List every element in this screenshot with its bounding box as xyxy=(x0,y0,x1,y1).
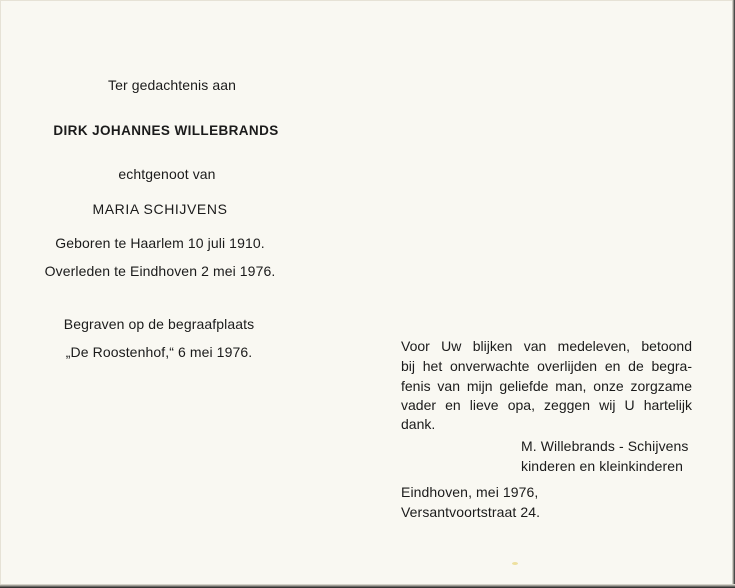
thanks-line-1: Voor Uw blijken van medeleven, betoond xyxy=(401,338,692,354)
deceased-name: DIRK JOHANNES WILLEBRANDS xyxy=(53,123,279,138)
address: Versantvoortstraat 24. xyxy=(401,504,541,520)
relation-text: echtgenoot van xyxy=(118,166,216,182)
burial-line-2: „De Roostenhof,“ 6 mei 1976. xyxy=(65,344,253,360)
intro-text: Ter gedachtenis aan xyxy=(108,77,236,93)
paper-speck xyxy=(512,562,518,565)
signature-name: M. Willebrands - Schijvens xyxy=(521,438,689,454)
birth-line: Geboren te Haarlem 10 juli 1910. xyxy=(55,235,265,251)
thanks-line-3: fenis van mijn geliefde man, onze zorgzame xyxy=(401,378,692,394)
death-line: Overleden te Eindhoven 2 mei 1976. xyxy=(44,263,276,279)
thanks-line-2: bij het onverwachte overlijden en de begra- xyxy=(401,358,692,374)
spouse-name: MARIA SCHIJVENS xyxy=(92,201,228,217)
thanks-line-5: dank. xyxy=(401,416,436,432)
thanks-line-4: vader en lieve opa, zeggen wij U hartelijk xyxy=(401,397,692,413)
card-bottom-edge xyxy=(0,584,735,588)
signature-family: kinderen en kleinkinderen xyxy=(521,458,684,474)
burial-line-1: Begraven op de begraafplaats xyxy=(63,316,255,332)
place-date: Eindhoven, mei 1976, xyxy=(401,484,539,500)
